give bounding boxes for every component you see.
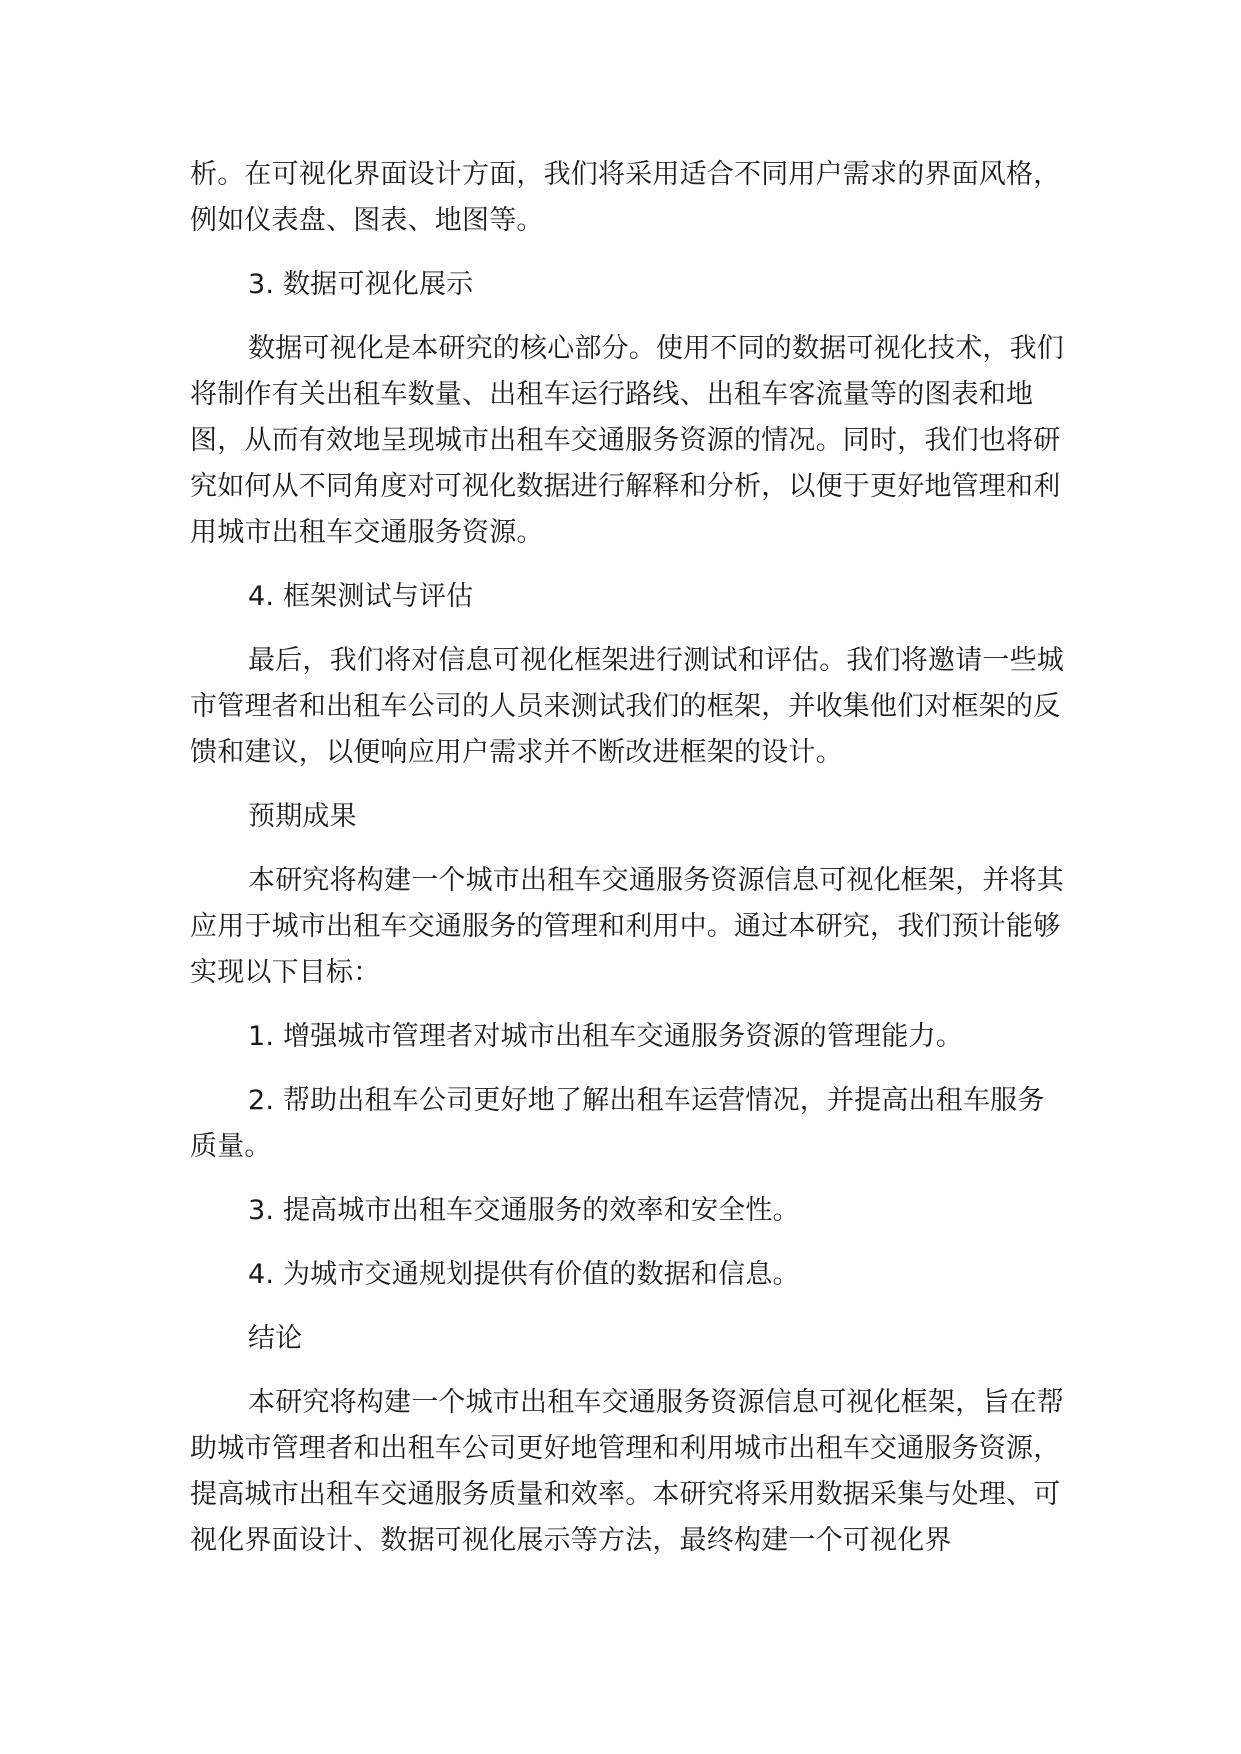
paragraph-visualization-core: 数据可视化是本研究的核心部分。使用不同的数据可视化技术，我们将制作有关出租车数量、出租车运行路线、出租车客流量等的图表和地图，从而有效地呈现城市出租车交通服务资源的情况。同时，我们也将研究如何从不同角度对可视化数据进行解释和分析，以便于更好地管理和利用城市出租车交通服务资源。 bbox=[190, 333, 1064, 548]
paragraph-expected-results: 本研究将构建一个城市出租车交通服务资源信息可视化框架，并将其应用于城市出租车交通服务的管理和利用中。通过本研究，我们预计能够实现以下目标： bbox=[190, 865, 1064, 988]
section-heading-expected-results: 预期成果 bbox=[248, 801, 357, 832]
list-item-goal-2: 2. 帮助出租车公司更好地了解出租车运营情况，并提高出租车服务质量。 bbox=[190, 1085, 1045, 1162]
list-item-goal-3: 3. 提高城市出租车交通服务的效率和安全性。 bbox=[248, 1195, 800, 1226]
list-item-goal-1: 1. 增强城市管理者对城市出租车交通服务资源的管理能力。 bbox=[248, 1021, 963, 1052]
section-heading-conclusion: 结论 bbox=[248, 1323, 303, 1354]
section-heading-visualization-display: 3. 数据可视化展示 bbox=[248, 269, 474, 300]
document-body bbox=[190, 152, 1070, 1564]
paragraph-testing-evaluation: 最后，我们将对信息可视化框架进行测试和评估。我们将邀请一些城市管理者和出租车公司的人员来测试我们的框架，并收集他们对框架的反馈和建议，以便响应用户需求并不断改进框架的设计。 bbox=[190, 645, 1064, 768]
section-heading-framework-testing: 4. 框架测试与评估 bbox=[248, 581, 474, 612]
paragraph-conclusion: 本研究将构建一个城市出租车交通服务资源信息可视化框架，旨在帮助城市管理者和出租车公司更好地管理和利用城市出租车交通服务资源，提高城市出租车交通服务质量和效率。本研究将采用数据采集与处理、可视化界面设计、数据可视化展示等方法，最终构建一个可视化界 bbox=[190, 1387, 1064, 1556]
paragraph-continued: 析。在可视化界面设计方面，我们将采用适合不同用户需求的界面风格，例如仪表盘、图表、地图等。 bbox=[190, 159, 1061, 236]
list-item-goal-4: 4. 为城市交通规划提供有价值的数据和信息。 bbox=[248, 1259, 800, 1290]
